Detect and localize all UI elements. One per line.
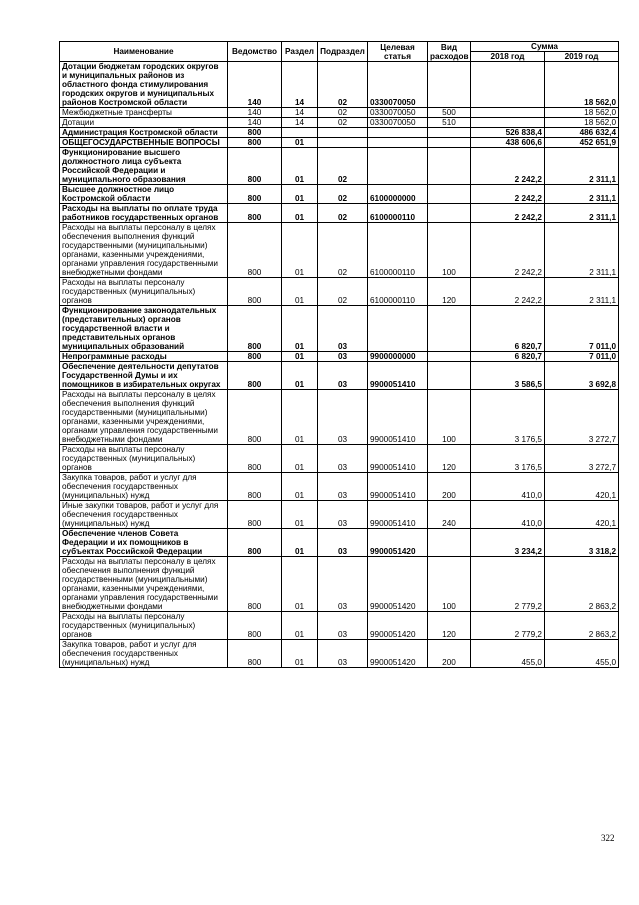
header-subsection: Подраздел [318,42,368,62]
table-row [60,278,619,306]
row-name: Закупка товаров, работ и услуг для обеспечения государственных (муниципальных) нужд [60,640,228,668]
row-exptype [428,529,471,557]
row-sum-2018: 410,0 [471,501,545,529]
row-dept: 800 [228,501,282,529]
row-sum-2018: 526 838,4 [471,128,545,138]
row-sum-2019: 420,1 [545,473,619,501]
row-name: Обеспечение деятельности депутатов Государственной Думы и их помощников в избирательных округах [60,362,228,390]
row-target: 9900051420 [368,640,428,668]
row-subsection: 02 [318,148,368,185]
row-exptype [428,306,471,352]
header-dept: Ведомство [228,42,282,62]
row-name: Функционирование законодательных (представительных) органов государственной власти и представительных органов муниципальных образований [60,306,228,352]
row-sum-2018: 2 242,2 [471,148,545,185]
row-sum-2018: 3 176,5 [471,390,545,445]
row-dept: 800 [228,223,282,278]
row-sum-2018 [471,118,545,128]
row-subsection: 02 [318,204,368,223]
table-row [60,62,619,108]
row-subsection: 03 [318,557,368,612]
row-subsection: 03 [318,352,368,362]
row-sum-2018: 2 242,2 [471,223,545,278]
row-exptype [428,128,471,138]
row-name: Расходы на выплаты персоналу государственных (муниципальных) органов [60,612,228,640]
row-dept: 800 [228,278,282,306]
row-exptype: 120 [428,278,471,306]
row-sum-2018: 6 820,7 [471,306,545,352]
row-section: 01 [282,529,318,557]
row-dept: 800 [228,390,282,445]
row-name: Расходы на выплаты персоналу в целях обеспечения выполнения функций государственными (муниципальными) органами, казенными учреждениями, органами управления государственными внебюджетными фондами [60,223,228,278]
page-number: 322 [601,833,615,843]
row-name: Высшее должностное лицо Костромской области [60,185,228,204]
row-subsection: 02 [318,62,368,108]
header-name: Наименование [60,42,228,62]
row-name: Дотации бюджетам городских округов и муниципальных районов из областного фонда стимулирования городских округов и муниципальных районов Костромской области [60,62,228,108]
row-exptype: 120 [428,612,471,640]
row-dept: 140 [228,118,282,128]
table-row [60,390,619,445]
row-dept: 800 [228,362,282,390]
row-section: 01 [282,138,318,148]
row-name: Расходы на выплаты по оплате труда работников государственных органов [60,204,228,223]
row-section: 14 [282,62,318,108]
header-exptype: Вид расходов [428,42,471,62]
row-sum-2018: 410,0 [471,473,545,501]
row-exptype [428,148,471,185]
row-sum-2019: 2 311,1 [545,148,619,185]
row-exptype: 120 [428,445,471,473]
row-name: Закупка товаров, работ и услуг для обеспечения государственных (муниципальных) нужд [60,473,228,501]
row-section: 01 [282,445,318,473]
row-exptype: 100 [428,390,471,445]
table-row [60,445,619,473]
row-name: Межбюджетные трансферты [60,108,228,118]
header-target: Целевая статья [368,42,428,62]
row-sum-2018: 3 176,5 [471,445,545,473]
table-row [60,138,619,148]
row-exptype [428,62,471,108]
table-row [60,185,619,204]
row-subsection: 03 [318,529,368,557]
table-row [60,612,619,640]
row-name: ОБЩЕГОСУДАРСТВЕННЫЕ ВОПРОСЫ [60,138,228,148]
row-target [368,128,428,138]
row-subsection: 02 [318,108,368,118]
row-target: 9900051420 [368,612,428,640]
row-target [368,138,428,148]
row-target: 0330070050 [368,118,428,128]
row-subsection [318,128,368,138]
table-row [60,204,619,223]
row-sum-2019: 2 863,2 [545,557,619,612]
row-name: Иные закупки товаров, работ и услуг для обеспечения государственных (муниципальных) нужд [60,501,228,529]
row-section: 01 [282,204,318,223]
row-name: Дотации [60,118,228,128]
row-section: 01 [282,640,318,668]
row-sum-2019: 420,1 [545,501,619,529]
table-row [60,108,619,118]
row-sum-2019: 2 311,1 [545,278,619,306]
row-section: 01 [282,278,318,306]
row-section: 01 [282,501,318,529]
header-year-2018: 2018 год [471,52,545,62]
row-dept: 800 [228,612,282,640]
row-exptype [428,204,471,223]
row-target: 9900000000 [368,352,428,362]
row-section: 14 [282,118,318,128]
table-row [60,352,619,362]
row-section: 01 [282,148,318,185]
row-dept: 140 [228,108,282,118]
table-row [60,529,619,557]
row-sum-2018: 2 779,2 [471,612,545,640]
row-subsection: 02 [318,118,368,128]
row-subsection: 03 [318,362,368,390]
row-sum-2019: 18 562,0 [545,118,619,128]
row-section: 01 [282,390,318,445]
row-sum-2018: 2 779,2 [471,557,545,612]
row-sum-2019: 18 562,0 [545,62,619,108]
row-target [368,148,428,185]
row-subsection: 03 [318,501,368,529]
row-exptype [428,352,471,362]
row-sum-2018: 6 820,7 [471,352,545,362]
table-row [60,118,619,128]
row-section: 01 [282,306,318,352]
row-section [282,128,318,138]
row-dept: 800 [228,557,282,612]
budget-table [59,41,619,668]
row-target: 9900051410 [368,362,428,390]
row-name: Функционирование высшего должностного лица субъекта Российской Федерации и муниципального образования [60,148,228,185]
row-sum-2018: 2 242,2 [471,185,545,204]
row-dept: 800 [228,148,282,185]
row-name: Непрограммные расходы [60,352,228,362]
row-dept: 800 [228,445,282,473]
row-subsection [318,138,368,148]
row-target: 0330070050 [368,62,428,108]
table-row [60,640,619,668]
header-section: Раздел [282,42,318,62]
row-target: 9900051410 [368,473,428,501]
table-row [60,557,619,612]
row-subsection: 03 [318,445,368,473]
row-subsection: 03 [318,473,368,501]
row-subsection: 02 [318,278,368,306]
row-exptype: 500 [428,108,471,118]
table-row [60,306,619,352]
row-subsection: 03 [318,612,368,640]
row-dept: 140 [228,62,282,108]
row-sum-2019: 7 011,0 [545,352,619,362]
row-dept: 800 [228,529,282,557]
row-sum-2019: 452 651,9 [545,138,619,148]
row-name: Расходы на выплаты персоналу государственных (муниципальных) органов [60,278,228,306]
row-section: 01 [282,223,318,278]
row-section: 01 [282,612,318,640]
header-year-2019: 2019 год [545,52,619,62]
row-subsection: 03 [318,640,368,668]
row-exptype [428,362,471,390]
row-sum-2018: 3 234,2 [471,529,545,557]
row-sum-2019: 486 632,4 [545,128,619,138]
row-sum-2019: 3 692,8 [545,362,619,390]
table-row [60,128,619,138]
row-dept: 800 [228,640,282,668]
row-sum-2018 [471,108,545,118]
row-subsection: 03 [318,390,368,445]
row-target: 9900051410 [368,501,428,529]
header-sum: Сумма [471,42,619,52]
row-sum-2018: 2 242,2 [471,204,545,223]
row-target: 6100000110 [368,223,428,278]
row-section: 01 [282,473,318,501]
row-subsection: 03 [318,306,368,352]
row-dept: 800 [228,138,282,148]
row-sum-2019: 3 272,7 [545,390,619,445]
row-dept: 800 [228,473,282,501]
row-dept: 800 [228,128,282,138]
row-section: 14 [282,108,318,118]
row-target: 9900051410 [368,445,428,473]
row-sum-2018: 455,0 [471,640,545,668]
row-sum-2019: 18 562,0 [545,108,619,118]
row-sum-2019: 2 311,1 [545,185,619,204]
row-dept: 800 [228,185,282,204]
row-exptype: 240 [428,501,471,529]
row-sum-2019: 3 272,7 [545,445,619,473]
row-name: Расходы на выплаты персоналу в целях обеспечения выполнения функций государственными (муниципальными) органами, казенными учреждениями, органами управления государственными внебюджетными фондами [60,390,228,445]
table-row [60,362,619,390]
row-exptype: 510 [428,118,471,128]
row-sum-2019: 2 311,1 [545,223,619,278]
row-sum-2019: 2 863,2 [545,612,619,640]
row-exptype: 100 [428,223,471,278]
table-row [60,473,619,501]
row-exptype: 100 [428,557,471,612]
row-sum-2018: 3 586,5 [471,362,545,390]
row-target: 6100000000 [368,185,428,204]
row-section: 01 [282,557,318,612]
row-name: Обеспечение членов Совета Федерации и их помощников в субъектах Российской Федерации [60,529,228,557]
table-row [60,223,619,278]
row-target: 9900051420 [368,557,428,612]
row-sum-2018: 438 606,6 [471,138,545,148]
row-sum-2019: 455,0 [545,640,619,668]
row-sum-2019: 3 318,2 [545,529,619,557]
row-section: 01 [282,362,318,390]
row-exptype: 200 [428,640,471,668]
row-dept: 800 [228,204,282,223]
row-dept: 800 [228,306,282,352]
row-sum-2019: 2 311,1 [545,204,619,223]
row-subsection: 02 [318,185,368,204]
row-target: 9900051420 [368,529,428,557]
row-exptype: 200 [428,473,471,501]
table-body [60,62,619,668]
row-target [368,306,428,352]
row-target: 6100000110 [368,278,428,306]
row-name: Администрация Костромской области [60,128,228,138]
table-row [60,501,619,529]
row-section: 01 [282,185,318,204]
row-sum-2019: 7 011,0 [545,306,619,352]
row-sum-2018 [471,62,545,108]
row-dept: 800 [228,352,282,362]
row-target: 6100000110 [368,204,428,223]
table-row [60,148,619,185]
row-exptype [428,185,471,204]
row-name: Расходы на выплаты персоналу государственных (муниципальных) органов [60,445,228,473]
row-target: 9900051410 [368,390,428,445]
row-sum-2018: 2 242,2 [471,278,545,306]
row-subsection: 02 [318,223,368,278]
row-target: 0330070050 [368,108,428,118]
row-exptype [428,138,471,148]
row-name: Расходы на выплаты персоналу в целях обеспечения выполнения функций государственными (муниципальными) органами, казенными учреждениями, органами управления государственными внебюджетными фондами [60,557,228,612]
row-section: 01 [282,352,318,362]
